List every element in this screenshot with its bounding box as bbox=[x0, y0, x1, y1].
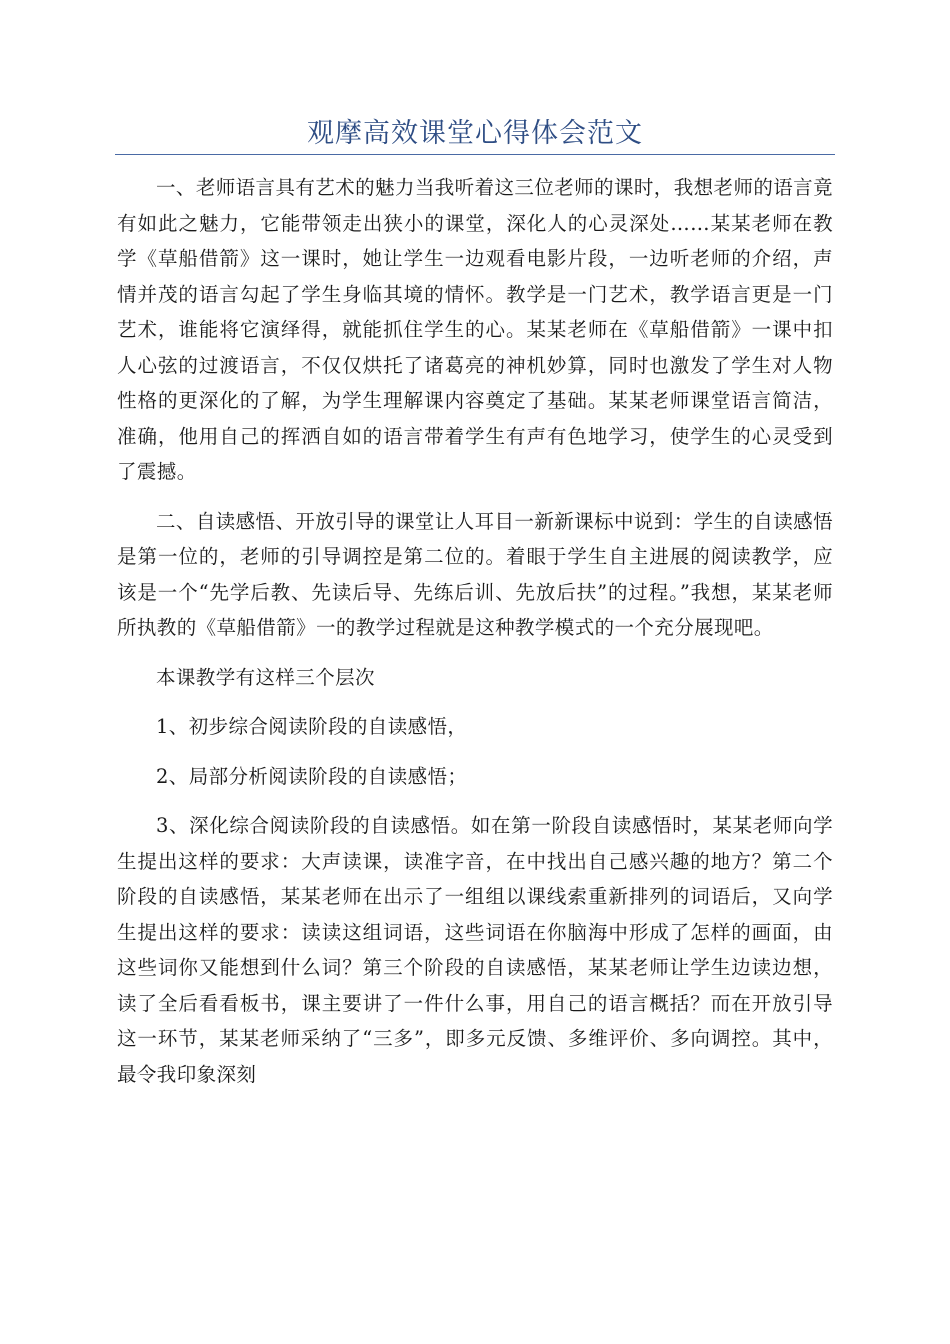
paragraph-5: 2、局部分析阅读阶段的自读感悟； bbox=[156, 764, 468, 788]
paragraph-gap bbox=[117, 490, 833, 504]
document-body bbox=[117, 170, 833, 1092]
document-title: 观摩高效课堂心得体会范文 bbox=[307, 118, 643, 149]
title-underline bbox=[115, 154, 835, 155]
paragraph-6: 3、深化综合阅读阶段的自读感悟。如在第一阶段自读感悟时，某某老师向学生提出这样的要求：大声读课，读准字音，在中找出自己感兴趣的地方？第二个阶段的自读感悟，某某老师在出示了一组组以课线索重新排列的词语后，又向学生提出这样的要求：读读这组词语，这些词语在你脑海中形成了怎样的画面，由这些词你又能想到什么词？第三个阶段的自读感悟，某某老师让学生边读边想，读了全后看看板书，课主要讲了一件什么事，用自己的语言概括？而在开放引导这一环节，某某老师采纳了“三多”，即多元反馈、多维评价、多向调控。其中，最令我印象深刻 bbox=[117, 814, 833, 1086]
paragraph-gap bbox=[117, 745, 833, 759]
paragraph-gap bbox=[117, 646, 833, 660]
paragraph-3: 本课教学有这样三个层次 bbox=[156, 665, 375, 689]
paragraph-1: 一、老师语言具有艺术的魅力当我听着这三位老师的课时，我想老师的语言竟有如此之魅力，它能带领走出狭小的课堂，深化人的心灵深处……某某老师在教学《草船借箭》这一课时，她让学生一边观看电影片段，一边听老师的介绍，声情并茂的语言勾起了学生身临其境的情怀。教学是一门艺术，教学语言更是一门艺术，谁能将它演绎得，就能抓住学生的心。某某老师在《草船借箭》一课中扣人心弦的过渡语言，不仅仅烘托了诸葛亮的神机妙算，同时也激发了学生对人物性格的更深化的了解，为学生理解课内容奠定了基础。某某老师课堂语言简洁，准确，他用自己的挥洒自如的语言带着学生有声有色地学习，使学生的心灵受到了震撼。 bbox=[117, 176, 833, 483]
paragraph-gap bbox=[117, 695, 833, 709]
paragraph-4: 1、初步综合阅读阶段的自读感悟， bbox=[156, 715, 468, 738]
paragraph-2: 二、自读感悟、开放引导的课堂让人耳目一新新课标中说到：学生的自读感悟是第一位的，老师的引导调控是第二位的。着眼于学生自主进展的阅读教学，应该是一个“先学后教、先读后导、先练后训、先放后扶”的过程。”我想，某某老师所执教的《草船借箭》一的教学过程就是这种教学模式的一个充分展现吧。 bbox=[117, 509, 833, 639]
paragraph-gap bbox=[117, 794, 833, 808]
